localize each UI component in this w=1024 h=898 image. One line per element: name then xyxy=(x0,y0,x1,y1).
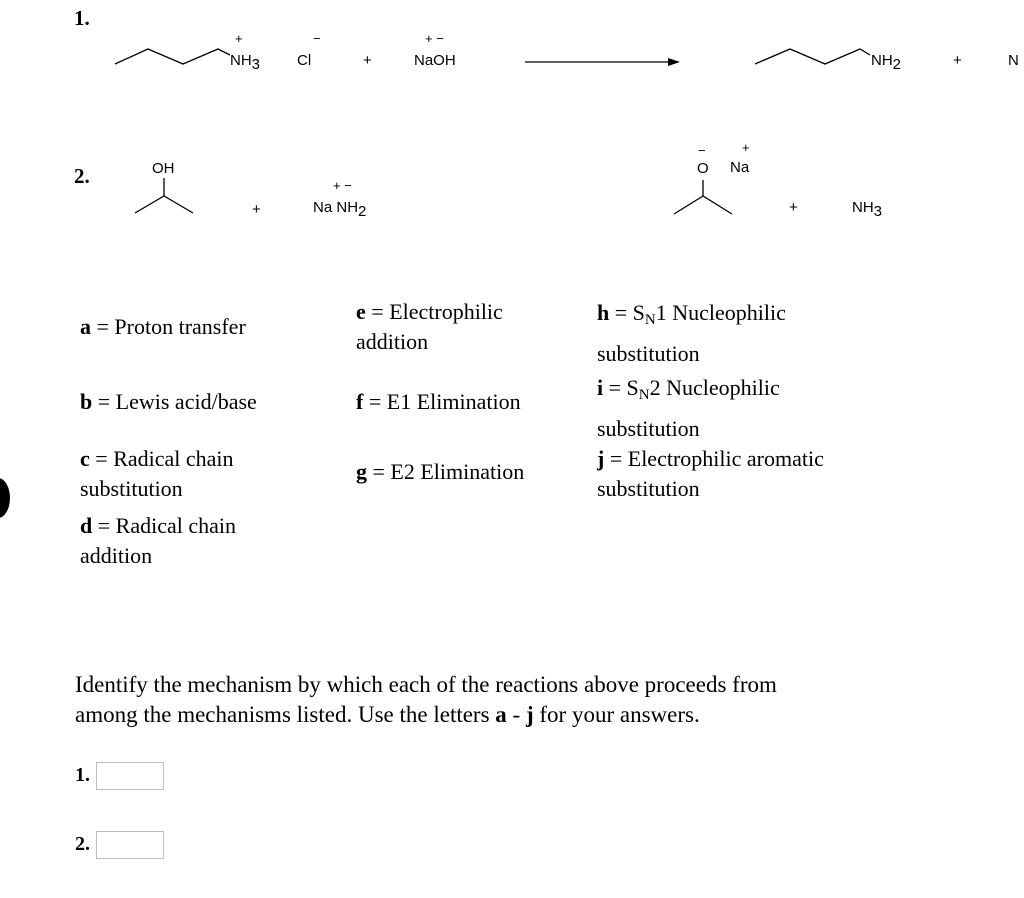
reaction-2-number: 2. xyxy=(74,164,90,188)
answer-2-input[interactable] xyxy=(96,831,164,859)
answer-1-label: 1. xyxy=(75,764,90,786)
r1-plus-1: + xyxy=(363,52,372,69)
reaction-1-number: 1. xyxy=(74,6,90,30)
mechanism-c: c = Radical chain substitution xyxy=(80,446,234,501)
r1-ammonium-group: NH3 xyxy=(230,52,261,73)
r2-oxide-charge: − xyxy=(698,143,706,158)
r2-sodium: Na xyxy=(730,159,750,176)
r2-ammonia: NH3 xyxy=(852,199,883,220)
mechanism-i: i = SN2 Nucleophilic substitution xyxy=(597,375,780,441)
mechanism-b: b = Lewis acid/base xyxy=(80,389,257,414)
r2-amide-charges: + − xyxy=(333,178,352,193)
r1-chloride-charge: − xyxy=(313,31,321,46)
r1-chloride: Cl xyxy=(297,52,312,69)
r1-plus-2: + xyxy=(953,52,962,69)
question-text: Identify the mechanism by which each of the reactions above proceeds from among the mechanisms listed. Use the letters a - j for your answers. xyxy=(75,672,777,727)
mechanism-a: a = Proton transfer xyxy=(80,314,246,339)
r2-plus-1: + xyxy=(252,201,261,218)
r1-naoh: NaOH xyxy=(414,52,456,69)
r2-plus-2: + xyxy=(789,199,798,216)
r1-product2-partial: N xyxy=(1008,52,1019,69)
mechanism-g: g = E2 Elimination xyxy=(356,459,525,484)
r2-sodium-amide: Na NH2 xyxy=(313,199,367,220)
answer-2-label: 2. xyxy=(75,833,90,855)
mechanism-f: f = E1 Elimination xyxy=(356,389,521,414)
r2-reactant-chain xyxy=(135,196,193,213)
r1-product-chain xyxy=(755,49,870,64)
answer-1-input[interactable] xyxy=(96,762,164,790)
r2-sodium-charge: + xyxy=(742,140,750,155)
r2-oxide: O xyxy=(697,160,709,177)
r1-reactant-chain xyxy=(115,49,230,64)
r2-product-chain xyxy=(674,196,732,214)
mechanism-h: h = SN1 Nucleophilic substitution xyxy=(597,300,786,366)
mechanism-d: d = Radical chain addition xyxy=(80,513,237,568)
mechanism-j: j = Electrophilic aromatic substitution xyxy=(597,446,824,501)
r1-ammonium-charge: + xyxy=(235,31,243,46)
r2-hydroxyl: OH xyxy=(152,160,175,177)
mechanism-e: e = Electrophilic addition xyxy=(356,299,503,354)
r1-naoh-charges: + − xyxy=(425,31,444,46)
reaction-arrow-head xyxy=(668,58,680,66)
r1-amine-group: NH2 xyxy=(871,52,902,73)
